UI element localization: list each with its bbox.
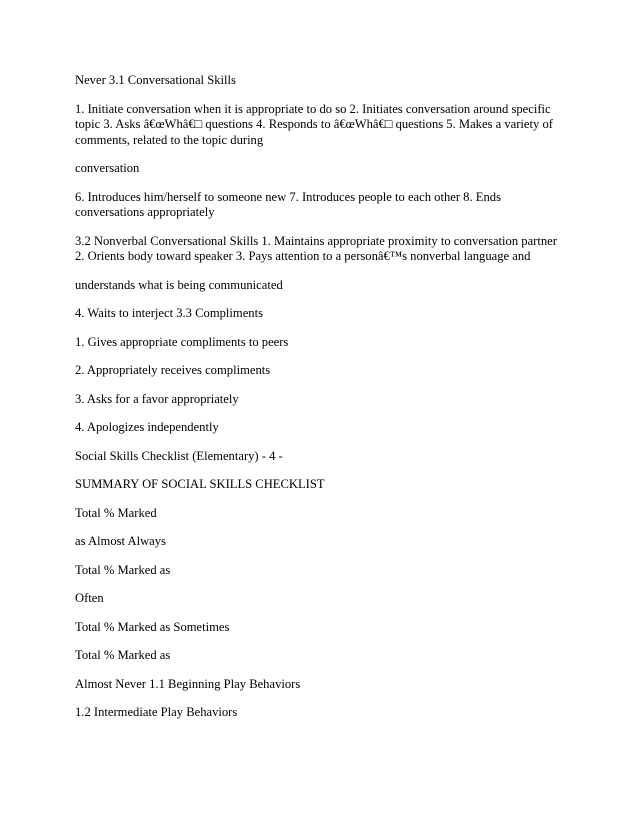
paragraph: Total % Marked	[75, 505, 157, 520]
paragraph: Almost Never 1.1 Beginning Play Behaviors	[75, 676, 301, 691]
paragraph: 6. Introduces him/herself to someone new 7. Introduces people to each other 8. Ends conversations appropriately	[75, 189, 501, 219]
paragraph: 4. Apologizes independently	[75, 420, 219, 434]
paragraph: Total % Marked as	[75, 562, 171, 577]
paragraph: 3. Asks for a favor appropriately	[75, 391, 239, 406]
paragraph: 2. Appropriately receives compliments	[75, 363, 271, 377]
paragraph: 1. Gives appropriate compliments to peers	[75, 334, 289, 349]
paragraph: 1.2 Intermediate Play Behaviors	[75, 705, 238, 719]
paragraph: Often	[75, 591, 104, 605]
paragraph: understands what is being communicated	[75, 277, 283, 292]
paragraph: Social Skills Checklist (Elementary) - 4 -	[75, 448, 283, 463]
paragraph: 1. Initiate conversation when it is appropriate to do so 2. Initiates conversation around specific topic 3. Asks â€œWhâ€□ questions 4. Responds to â€œWhâ€□ questions 5. Makes a variety of comments, related to the topic during	[75, 101, 553, 147]
paragraph: Never 3.1 Conversational Skills	[75, 73, 236, 87]
paragraph: 3.2 Nonverbal Conversational Skills 1. Maintains appropriate proximity to conversation partner 2. Orients body toward speaker 3. Pays attention to a personâ€™s nonverbal language and	[75, 233, 557, 263]
paragraph: Total % Marked as Sometimes	[75, 619, 230, 634]
paragraph: 4. Waits to interject 3.3 Compliments	[75, 306, 263, 320]
document-body	[75, 73, 560, 734]
section-heading: SUMMARY OF SOCIAL SKILLS CHECKLIST	[75, 477, 325, 491]
paragraph: Total % Marked as	[75, 648, 171, 662]
paragraph: as Almost Always	[75, 534, 166, 548]
paragraph: conversation	[75, 161, 140, 175]
